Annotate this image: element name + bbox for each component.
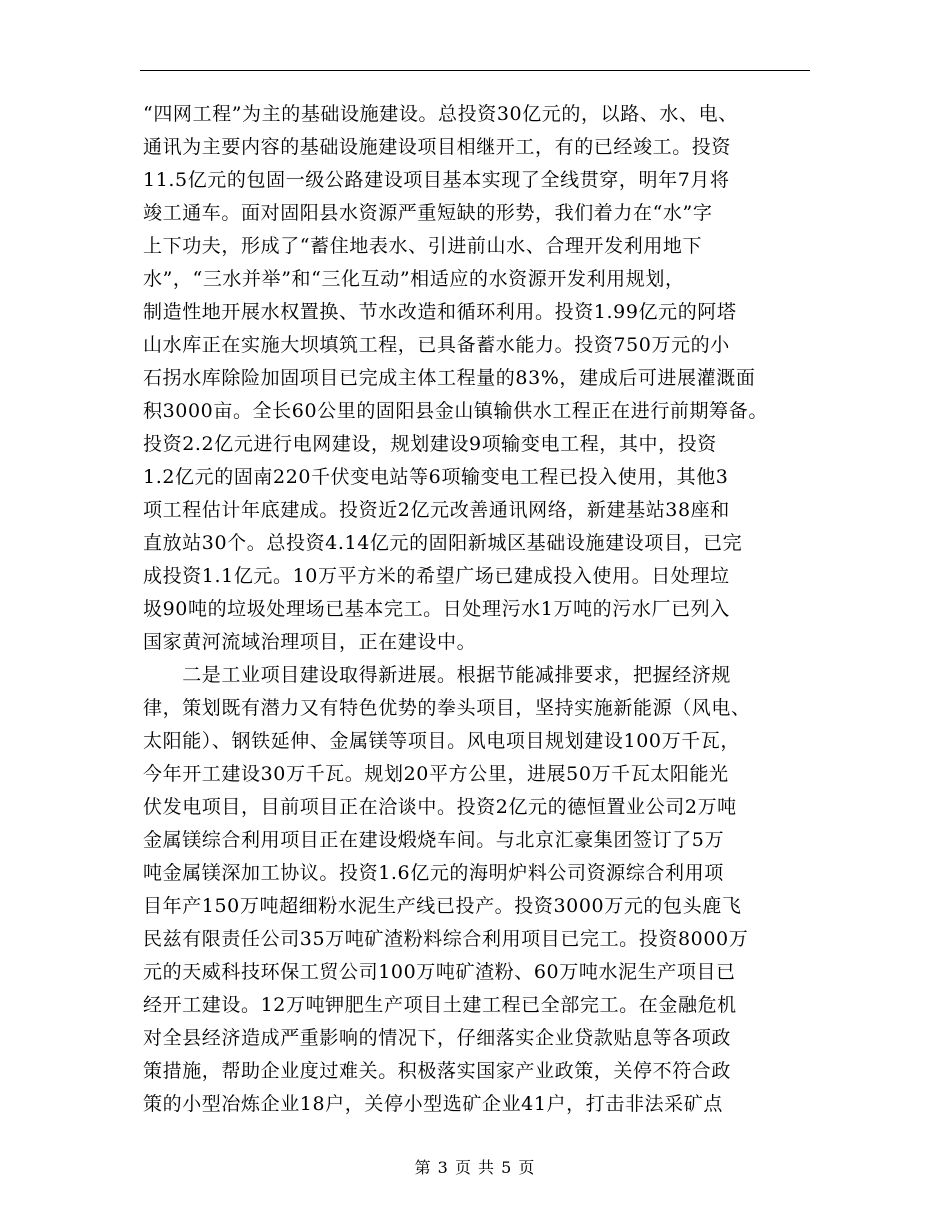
text-line: 国家黄河流域治理项目，正在建设中。 — [143, 631, 477, 653]
text-line: 1.2亿元的固南220千伏变电站等6项输变电工程已投入使用，其他3 — [143, 466, 729, 488]
text-line: 圾90吨的垃圾处理场已基本完工。日处理污水1万吨的污水厂已列入 — [143, 598, 730, 620]
text-line: 吨金属镁深加工协议。投资1.6亿元的海明炉料公司资源综合利用项 — [143, 862, 724, 884]
text-line: 11.5亿元的包固一级公路建设项目基本实现了全线贯穿，明年7月将 — [143, 169, 730, 191]
text-line: 投资2.2亿元进行电网建设，规划建设9项输变电工程，其中，投资 — [143, 433, 717, 455]
text-line: 今年开工建设30万千瓦。规划20平方公里，进展50万千瓦太阳能光 — [143, 763, 729, 785]
text-line: “四网工程”为主的基础设施建设。总投资30亿元的，以路、水、电、 — [143, 103, 738, 125]
text-line: 竣工通车。面对固阳县水资源严重短缺的形势，我们着力在“水”字 — [143, 202, 713, 224]
text-line: 直放站30个。总投资4.14亿元的固阳新城区基础设施建设项目，已完 — [143, 532, 743, 554]
page-number-footer: 第 3 页 共 5 页 — [414, 1158, 536, 1177]
text-line: 太阳能）、钢铁延伸、金属镁等项目。风电项目规划建设100万千瓦， — [143, 730, 740, 752]
text-line: 经开工建设。12万吨钾肥生产项目土建工程已全部完工。在金融危机 — [143, 994, 737, 1016]
text-line: 水”，“三水并举”和“三化互动”相适应的水资源开发利用规划， — [143, 268, 685, 290]
text-line: 山水库正在实施大坝填筑工程，已具备蓄水能力。投资750万元的小 — [143, 334, 730, 356]
body-text — [143, 98, 823, 1121]
text-line: 目年产150万吨超细粉水泥生产线已投产。投资3000万元的包头鹿飞 — [143, 895, 742, 917]
text-line: 上下功夫，形成了“蓄住地表水、引进前山水、合理开发利用地下 — [143, 235, 703, 257]
text-line: 项工程估计年底建成。投资近2亿元改善通讯网络，新建基站38座和 — [143, 499, 730, 521]
text-line: 对全县经济造成严重影响的情况下，仔细落实企业贷款贴息等各项政 — [143, 1027, 732, 1049]
text-line: 二是工业项目建设取得新进展。根据节能减排要求，把握经济规 — [143, 664, 732, 686]
text-line: 石拐水库除险加固项目已完成主体工程量的83%，建成后可进展灌溉面 — [143, 367, 756, 389]
text-line: 策的小型冶炼企业18户，关停小型选矿企业41户，打击非法采矿点 — [143, 1093, 723, 1115]
text-line: 律，策划既有潜力又有特色优势的拳头项目，坚持实施新能源（风电、 — [143, 697, 751, 719]
text-line: 民兹有限责任公司35万吨矿渣粉料综合利用项目已完工。投资8000万 — [143, 928, 749, 950]
text-line: 成投资1.1亿元。10万平方米的希望广场已建成投入使用。日处理垃 — [143, 565, 730, 587]
header-divider — [140, 70, 810, 71]
text-line: 积3000亩。全长60公里的固阳县金山镇输供水工程正在进行前期筹备。 — [143, 400, 768, 422]
text-line: 元的天威科技环保工贸公司100万吨矿渣粉、60万吨水泥生产项目已 — [143, 961, 736, 983]
text-line: 制造性地开展水权置换、节水改造和循环利用。投资1.99亿元的阿塔 — [143, 301, 737, 323]
text-line: 通讯为主要内容的基础设施建设项目相继开工，有的已经竣工。投资 — [143, 136, 732, 158]
text-line: 伏发电项目，目前项目正在洽谈中。投资2亿元的德恒置业公司2万吨 — [143, 796, 737, 818]
text-line: 金属镁综合利用项目正在建设煅烧车间。与北京汇豪集团签订了5万 — [143, 829, 725, 851]
text-line: 策措施，帮助企业度过难关。积极落实国家产业政策，关停不符合政 — [143, 1060, 732, 1082]
